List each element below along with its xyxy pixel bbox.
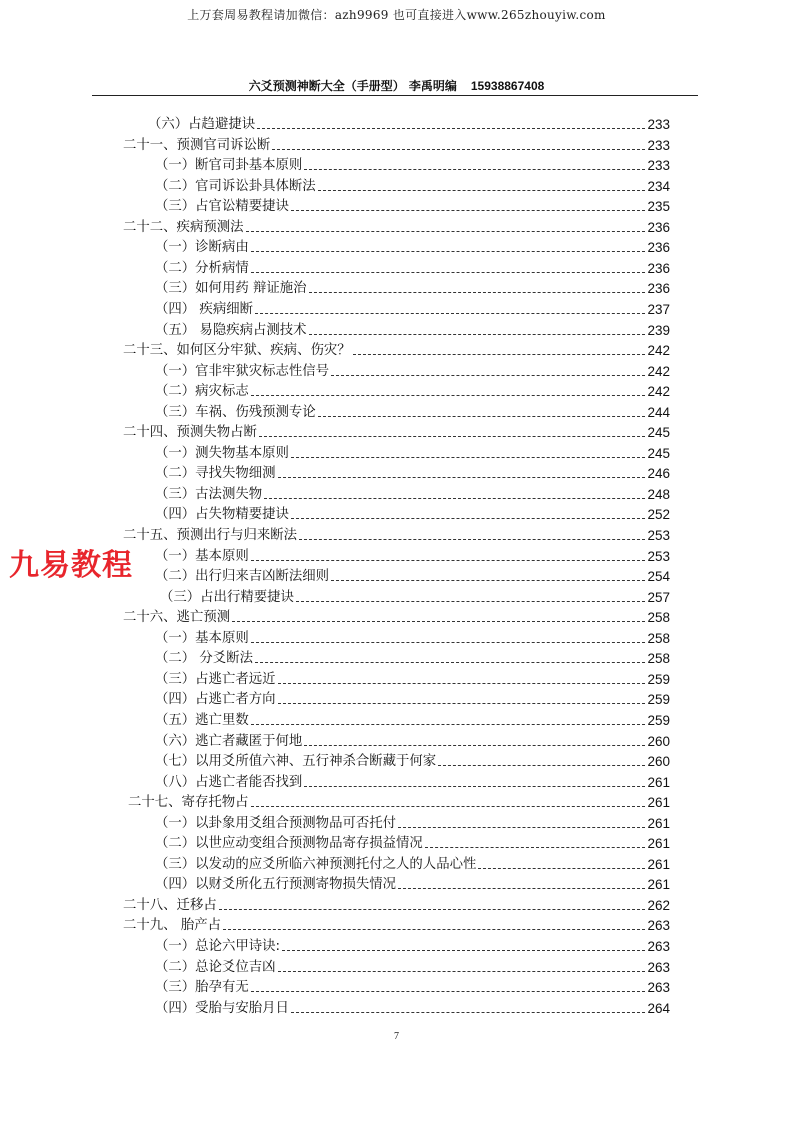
toc-entry-page: 261 [647, 774, 670, 790]
toc-entry-page: 263 [647, 918, 670, 934]
dot-leader [291, 518, 646, 519]
toc-chapter-row [123, 895, 670, 915]
toc-section-row [155, 402, 670, 422]
toc-section-row [155, 258, 670, 278]
toc-entry-page: 260 [647, 754, 670, 770]
toc-section-row [155, 813, 670, 833]
toc-section-row [155, 155, 670, 175]
toc-section-row [155, 648, 670, 668]
dot-leader [278, 703, 646, 704]
dot-leader [251, 560, 646, 561]
dot-leader [278, 477, 646, 478]
toc-entry-label: （一）断官司卦基本原则 [155, 158, 303, 174]
toc-section-row [155, 278, 670, 298]
toc-entry-label: （七）以用爻所值六神、五行神杀合断藏于何家 [155, 754, 437, 770]
top-note: 上万套周易教程请加微信：azh9969 也可直接进入www.265zhouyiw.com [187, 8, 606, 22]
toc-entry-label: （六）占趋避捷诀 [148, 117, 256, 132]
toc-entry-page: 261 [647, 836, 670, 852]
toc-entry-label: 二十二、疾病预测法 [123, 219, 244, 235]
dot-leader [219, 909, 646, 910]
dot-leader [398, 888, 645, 889]
toc-section-row [148, 114, 670, 134]
dot-leader [318, 190, 646, 191]
toc-entry-label: （一）基本原则 [155, 548, 249, 564]
toc-entry-label: （八）占逃亡者能否找到 [155, 774, 303, 790]
toc-entry-page: 245 [647, 445, 670, 461]
toc-section-row [155, 176, 670, 196]
dot-leader [304, 745, 645, 746]
toc-entry-label: 二十八、迁移占 [123, 897, 217, 913]
toc-entry-page: 239 [647, 322, 670, 338]
toc-entry-label: （三）占官讼精要捷诀 [155, 199, 289, 215]
toc-entry-page: 258 [647, 630, 670, 646]
toc-entry-label: （四）占逃亡者方向 [155, 692, 276, 708]
toc-entry-label: （一）基本原则 [155, 630, 249, 646]
toc-section-row [155, 463, 670, 483]
toc-entry-label: （二）分析病情 [155, 260, 249, 276]
dot-leader [251, 991, 646, 992]
toc-entry-label: 二十四、预测失物占断 [123, 425, 257, 441]
toc-chapter-row [123, 217, 670, 237]
toc-entry-label: （五） 易隐疾病占测技术 [155, 322, 307, 338]
toc-section-row [155, 669, 670, 689]
toc-entry-label: （三）车祸、伤残预测专论 [155, 404, 316, 420]
toc-section-row [155, 772, 670, 792]
toc-section-row [155, 689, 670, 709]
toc-entry-label: （一）诊断病由 [155, 240, 249, 256]
toc-entry-page: 258 [647, 610, 670, 626]
toc-entry-page: 246 [647, 466, 670, 482]
dot-leader [251, 642, 646, 643]
toc-entry-page: 233 [647, 137, 670, 153]
toc-entry-page: 244 [647, 404, 670, 420]
toc-entry-label: （二）官司诉讼卦具体断法 [155, 178, 316, 194]
toc-entry-page: 263 [647, 939, 670, 954]
toc-entry-page: 233 [647, 117, 670, 132]
toc-entry-label: （二）寻找失物细测 [155, 466, 276, 482]
toc-entry-page: 242 [647, 363, 670, 379]
dot-leader [438, 765, 645, 766]
toc-section-row [155, 320, 670, 340]
dot-leader [272, 149, 645, 150]
toc-chapter-row [123, 915, 670, 935]
toc-section-row [155, 874, 670, 894]
toc-entry-label: （四）以财爻所化五行预测寄物损失情况 [155, 877, 397, 893]
toc-entry-page: 261 [647, 815, 670, 831]
toc-entry-page: 253 [647, 548, 670, 564]
dot-leader [282, 950, 645, 951]
dot-leader [251, 395, 646, 396]
dot-leader [353, 354, 646, 355]
toc-entry-page: 235 [647, 199, 670, 215]
toc-entry-label: （三）如何用药 辩证施治 [155, 281, 307, 297]
toc-section-row [155, 936, 670, 956]
toc-entry-label: （二）病灾标志 [155, 384, 249, 400]
header-rule [92, 95, 698, 96]
toc-entry-page: 258 [647, 651, 670, 667]
dot-leader [232, 621, 645, 622]
toc-section-row [155, 546, 670, 566]
toc-section-row [155, 381, 670, 401]
dot-leader [425, 847, 646, 848]
dot-leader [251, 251, 646, 252]
page-number: 7 [394, 1031, 399, 1042]
toc-entry-page: 254 [647, 569, 670, 585]
toc-entry-page: 237 [647, 301, 670, 317]
toc-chapter-row [123, 135, 670, 155]
toc-section-row [155, 361, 670, 381]
toc-entry-page: 261 [647, 795, 670, 811]
dot-leader [318, 416, 646, 417]
toc-entry-label: （五）逃亡里数 [155, 712, 249, 728]
toc-entry-page: 259 [647, 692, 670, 708]
toc-section-row [155, 751, 670, 771]
toc-section-row [155, 196, 670, 216]
toc-entry-page: 259 [647, 712, 670, 728]
dot-leader [309, 334, 646, 335]
toc-entry-label: 二十六、逃亡预测 [123, 610, 231, 626]
toc-section-row [155, 299, 670, 319]
toc-entry-page: 234 [647, 178, 670, 194]
dot-leader [331, 580, 645, 581]
toc-entry-page: 257 [647, 589, 670, 605]
dot-leader [398, 827, 645, 828]
toc-section-row [155, 731, 670, 751]
dot-leader [296, 601, 646, 602]
toc-section-row [155, 977, 670, 997]
dot-leader [304, 169, 645, 170]
toc-entry-label: （三）占逃亡者远近 [155, 671, 276, 687]
toc-entry-label: （四）受胎与安胎月日 [155, 1000, 289, 1016]
dot-leader [278, 971, 646, 972]
toc-entry-label: （三）占出行精要捷诀 [160, 589, 294, 605]
toc-entry-label: （三）以发动的应爻所临六神预测托付之人的人品心性 [155, 856, 477, 872]
toc-entry-label: （一）总论六甲诗诀: [155, 939, 281, 954]
dot-leader [257, 128, 645, 129]
toc-section-row [160, 587, 670, 607]
toc-section-row [155, 443, 670, 463]
toc-chapter-row [123, 340, 670, 360]
toc-chapter-row [123, 607, 670, 627]
author-phone: 15938867408 [470, 79, 545, 93]
toc-entry-page: 236 [647, 281, 670, 297]
toc-entry-page: 253 [647, 528, 670, 543]
toc-chapter-row [128, 792, 670, 812]
toc-chapter-row [123, 525, 670, 545]
toc-section-row [155, 710, 670, 730]
toc-chapter-row [123, 422, 670, 442]
toc-entry-page: 259 [647, 671, 670, 687]
toc-section-row [155, 998, 670, 1018]
toc-entry-label: （二）以世应动变组合预测物品寄存损益情况 [155, 836, 423, 852]
toc-entry-page: 242 [647, 343, 670, 359]
dot-leader [246, 231, 646, 232]
dot-leader [309, 292, 646, 293]
toc-entry-label: （三）胎孕有无 [155, 980, 249, 996]
toc-entry-page: 233 [647, 158, 670, 174]
toc-entry-page: 236 [647, 260, 670, 276]
toc-entry-page: 252 [647, 507, 670, 523]
toc-entry-page: 261 [647, 877, 670, 893]
toc-entry-label: 二十三、如何区分牢狱、疾病、伤灾？ [123, 343, 351, 359]
toc-entry-label: （六）逃亡者藏匿于何地 [155, 733, 303, 749]
dot-leader [291, 210, 646, 211]
toc-entry-label: （二） 分爻断法 [155, 651, 253, 667]
toc-section-row [155, 957, 670, 977]
dot-leader [478, 868, 645, 869]
dot-leader [251, 724, 646, 725]
toc-entry-label: 二十五、预测出行与归来断法 [123, 528, 298, 543]
toc-entry-label: （二）出行归来吉凶断法细则 [155, 569, 330, 585]
dot-leader [251, 272, 646, 273]
toc-entry-page: 261 [647, 856, 670, 872]
toc-entry-page: 264 [647, 1000, 670, 1016]
dot-leader [291, 457, 646, 458]
toc-entry-page: 245 [647, 425, 670, 441]
toc-entry-label: （二）总论爻位吉凶 [155, 959, 276, 975]
toc-section-row [155, 833, 670, 853]
dot-leader [259, 436, 646, 437]
toc-section-row [155, 854, 670, 874]
toc-entry-label: （一）官非牢狱灾标志性信号 [155, 363, 330, 379]
toc-entry-page: 263 [647, 980, 670, 996]
toc-entry-page: 262 [647, 897, 670, 913]
dot-leader [291, 1012, 646, 1013]
toc-entry-page: 242 [647, 384, 670, 400]
toc-entry-page: 236 [647, 219, 670, 235]
toc-entry-label: 二十一、预测官司诉讼断 [123, 137, 271, 153]
toc-entry-label: （一）测失物基本原则 [155, 445, 289, 461]
toc-entry-label: （四） 疾病细断 [155, 301, 253, 317]
document-title: 六爻预测神断大全（手册型） 李禹明编 [248, 79, 457, 93]
toc-entry-label: （三）古法测失物 [155, 486, 263, 502]
dot-leader [278, 683, 646, 684]
dot-leader [255, 313, 645, 314]
dot-leader [331, 375, 645, 376]
toc-entry-page: 248 [647, 486, 670, 502]
dot-leader [255, 662, 645, 663]
dot-leader [299, 539, 645, 540]
watermark-logo: 九易教程 [9, 548, 133, 583]
dot-leader [223, 929, 645, 930]
document-header [0, 77, 793, 94]
toc-entry-label: 二十九、 胎产占 [123, 918, 221, 934]
toc-entry-page: 236 [647, 240, 670, 256]
dot-leader [264, 498, 645, 499]
toc-section-row [155, 237, 670, 257]
dot-leader [251, 806, 646, 807]
toc-section-row [155, 504, 670, 524]
toc-entry-label: 二十七、寄存托物占 [128, 795, 249, 811]
toc-entry-label: （一）以卦象用爻组合预测物品可否托付 [155, 815, 397, 831]
toc-entry-page: 260 [647, 733, 670, 749]
toc-section-row [155, 628, 670, 648]
toc-entry-label: （四）占失物精要捷诀 [155, 507, 289, 523]
toc-entry-page: 263 [647, 959, 670, 975]
toc-section-row [155, 484, 670, 504]
toc-section-row [155, 566, 670, 586]
dot-leader [304, 786, 645, 787]
